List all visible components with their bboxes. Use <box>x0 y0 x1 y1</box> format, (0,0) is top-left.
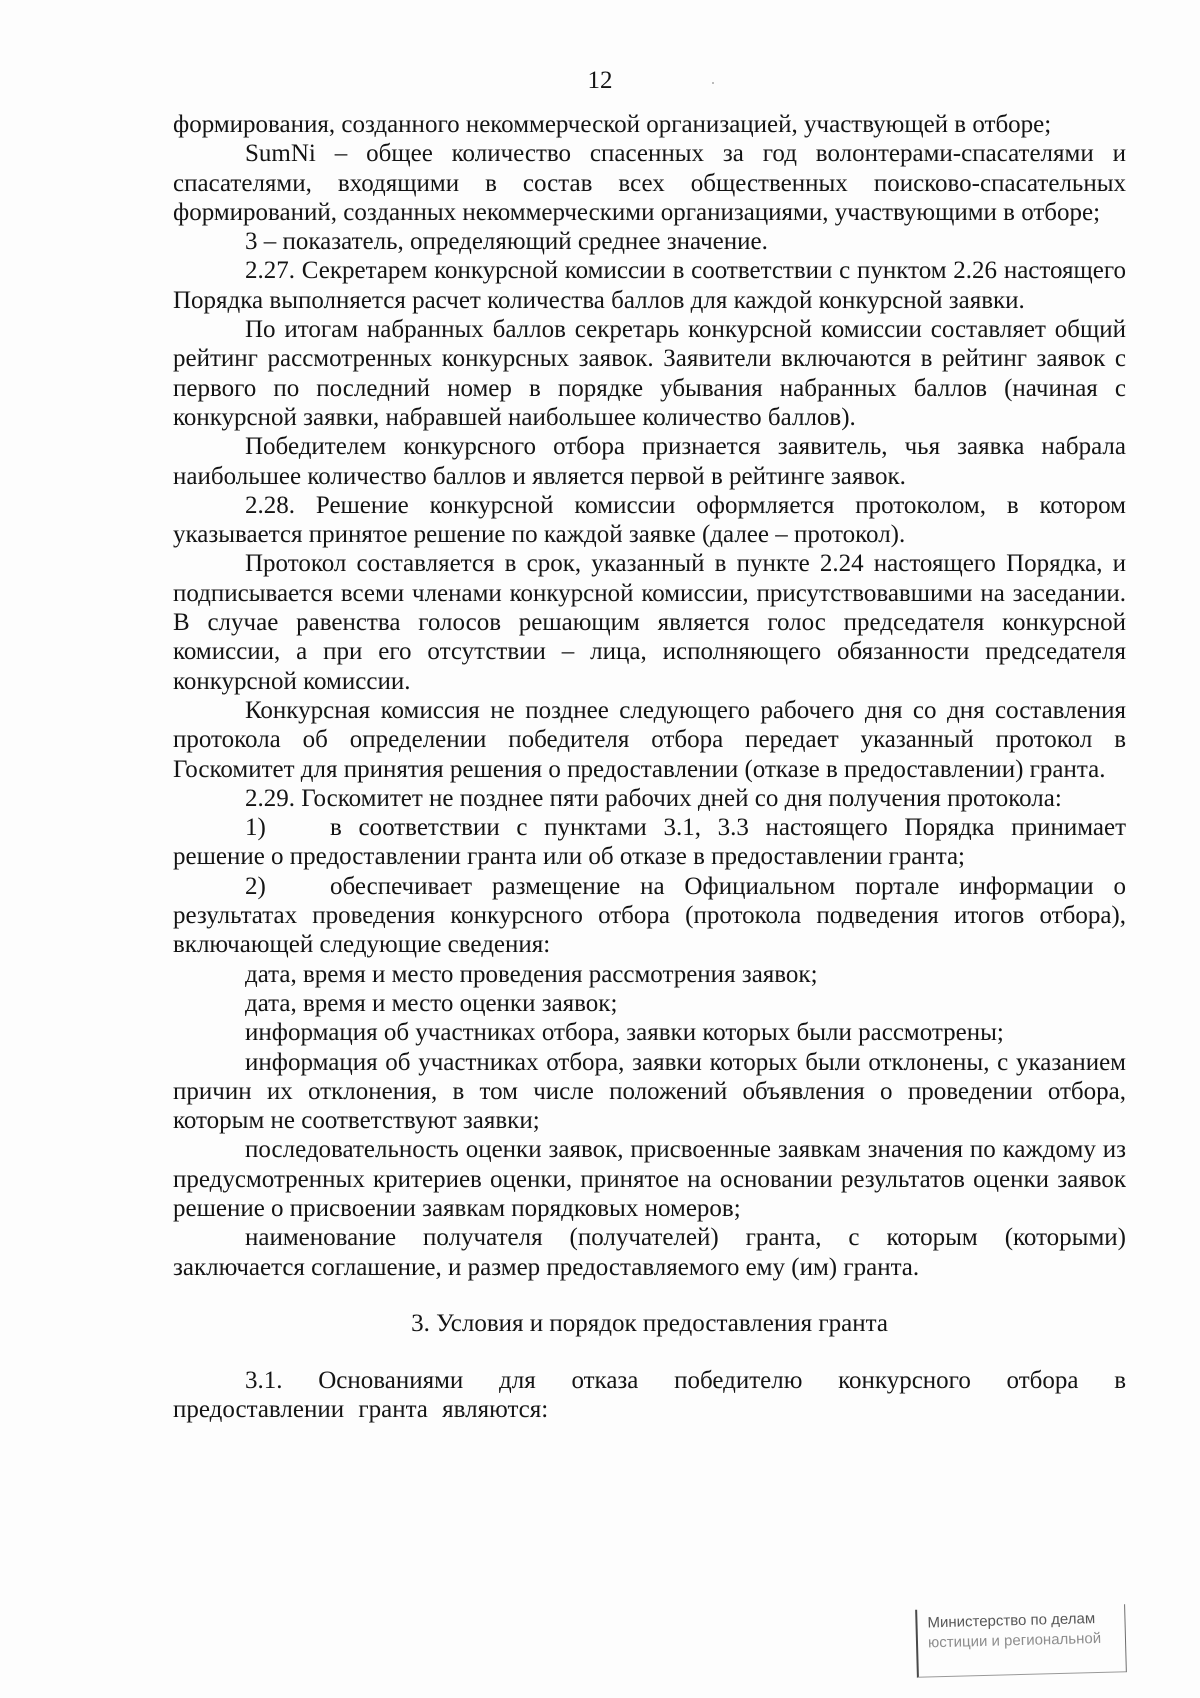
paragraph-3-1: 3.1. Основаниями для отказа победителю конкурсного отбора в предоставлении гранта являются: <box>173 1367 1126 1424</box>
paragraph-winner: Победителем конкурсного отбора признается заявитель, чья заявка набрала наибольшее количество баллов и является первой в рейтинге заявок. <box>173 433 1126 490</box>
registration-stamp <box>915 1604 1127 1677</box>
section-heading: 3. Условия и порядок предоставления гранта <box>411 1309 888 1337</box>
subitem-evaluation-sequence: последовательность оценки заявок, присвоенные заявкам значения по каждому из предусмотренных критериев оценки, принятое на основании результатов оценки заявок решение о присвоении заявкам порядковых номеров; <box>173 1136 1126 1222</box>
paragraph-2-27: 2.27. Секретарем конкурсной комиссии в соответствии с пунктом 2.26 настоящего Порядка выполняется расчет количества баллов для каждой конкурсной заявки. <box>173 257 1126 314</box>
list-item-publication <box>173 872 1126 960</box>
paragraph-2-28: 2.28. Решение конкурсной комиссии оформляется протоколом, в котором указывается принятое решение по каждой заявке (далее – протокол). <box>173 491 1126 549</box>
subitem-review-date: дата, время и место проведения рассмотрения заявок; <box>245 960 818 988</box>
list-item-number: 1) <box>245 814 266 842</box>
document-body <box>173 110 1126 1425</box>
list-item-decision <box>173 813 1126 872</box>
paragraph-protocol: Протокол составляется в срок, указанный в пункте 2.24 настоящего Порядка, и подписывается всеми членами конкурсной комиссии, присутствовавшими на заседании. В случае равенства голосов решающим является голос председателя конкурсной комиссии, а при его отсутствии – лица, исполняющего обязанности председателя конкурсной комиссии. <box>173 550 1126 695</box>
subitem-grant-recipient: наименование получателя (получателей) гранта, с которым (которыми) заключается соглашение, и размер предоставляемого ему (им) гранта. <box>173 1224 1126 1281</box>
subitem-evaluation-date: дата, время и место оценки заявок; <box>245 989 618 1017</box>
paragraph-sumni-definition: SumNi – общее количество спасенных за год волонтерами-спасателями и спасателями, входящими в состав всех общественных поисково-спасательных формирований, созданных некоммерческими организациями, участвующими в отборе; <box>173 140 1126 226</box>
list-item-text: в соответствии с пунктами 3.1, 3.3 настоящего Порядка принимает решение о предоставлении гранта или об отказе в предоставлении гранта; <box>173 814 1126 871</box>
paragraph-commission-transfer: Конкурсная комиссия не позднее следующего рабочего дня со дня составления протокола об определении победителя отбора передает указанный протокол в Госкомитет для принятия решения о предоставлении (отказе в предоставлении) гранта. <box>173 696 1126 783</box>
paragraph-indicator-definition: 3 – показатель, определяющий среднее значение. <box>245 228 768 256</box>
list-item-number: 2) <box>245 872 266 900</box>
paragraph-continuation: формирования, созданного некоммерческой организацией, участвующей в отборе; <box>173 111 1052 138</box>
list-item-text: обеспечивает размещение на Официальном портале информации о результатах проведения конкурсного отбора (протокола подведения итогов отбора), включающей следующие сведения: <box>173 872 1126 959</box>
paragraph-rating: По итогам набранных баллов секретарь конкурсной комиссии составляет общий рейтинг рассмотренных конкурсных заявок. Заявители включаются в рейтинг заявок с первого по последний номер в порядке убывания набранных баллов (начиная с конкурсной заявки, набравшей наибольшее количество баллов). <box>173 316 1126 431</box>
stamp-line-1: Министерство по делам <box>927 1610 1096 1632</box>
subitem-reviewed-participants: информация об участниках отбора, заявки которых были рассмотрены; <box>245 1019 1004 1047</box>
subitem-rejected-participants: информация об участниках отбора, заявки которых были отклонены, с указанием причин их отклонения, в том числе положений объявления о проведении отбора, которым не соответствуют заявки; <box>173 1048 1126 1135</box>
page-number: 12 <box>587 67 613 94</box>
paragraph-2-29: 2.29. Госкомитет не позднее пяти рабочих дней со дня получения протокола: <box>245 784 1062 812</box>
stamp-line-2: юстиции и региональной <box>927 1629 1102 1652</box>
